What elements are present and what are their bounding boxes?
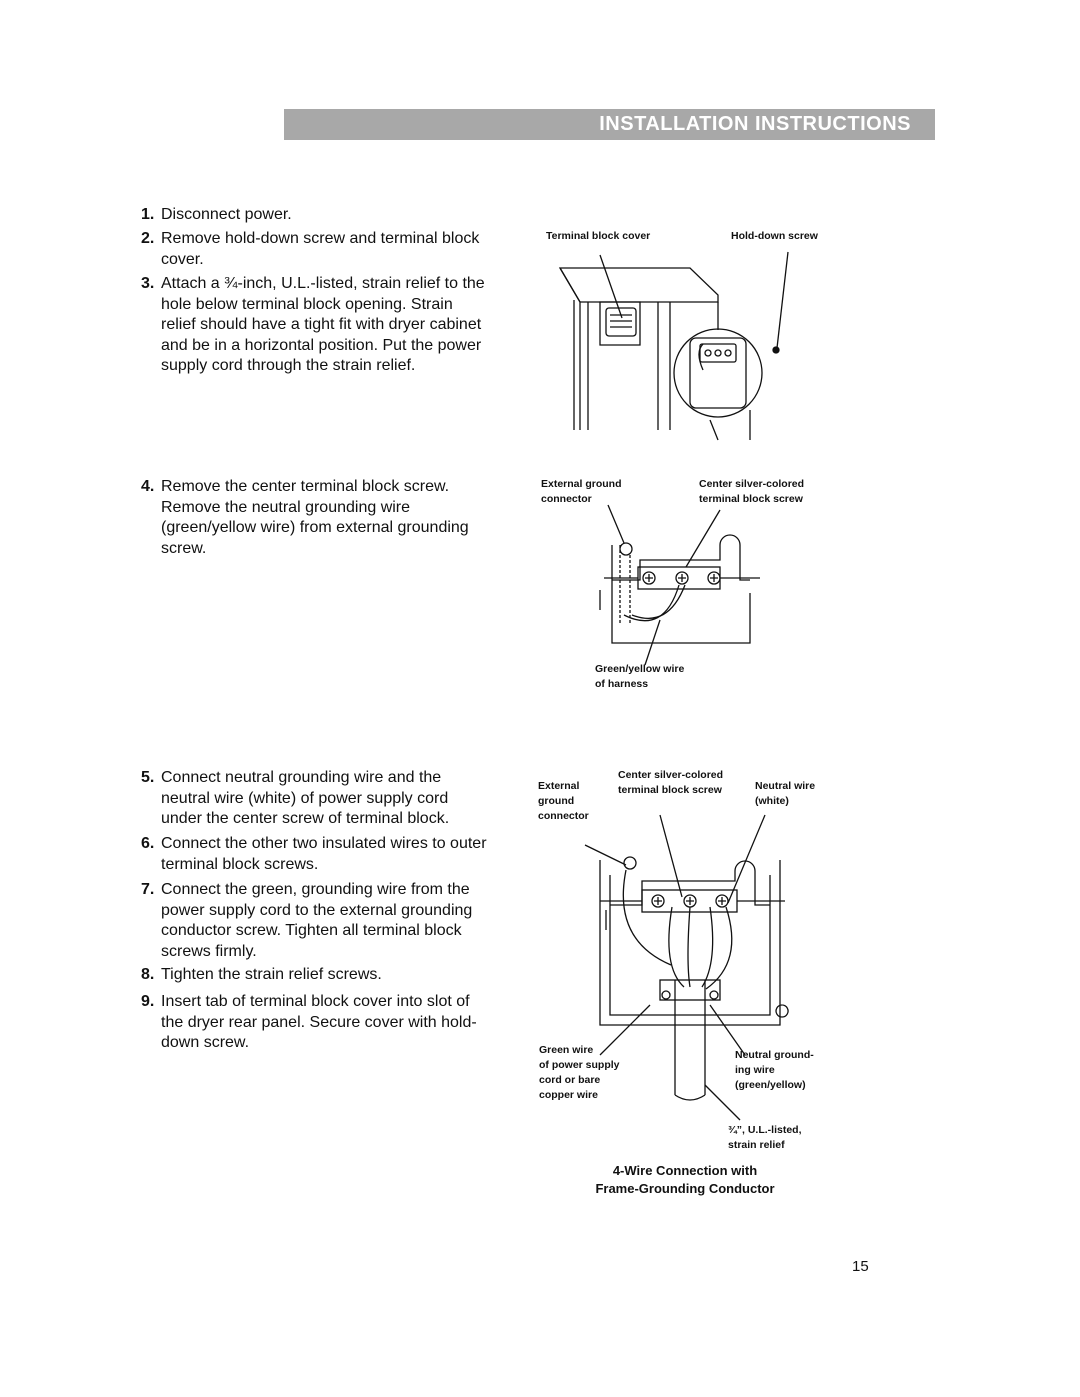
step-text: Connect the green, grounding wire from the power supply cord to the external grounding conductor screw. Tighten all terminal block screws firmly. xyxy=(161,881,473,960)
step-number: 5. xyxy=(141,769,155,786)
step-text: Connect neutral grounding wire and the neutral wire (white) of power supply cord under the center screw of terminal block. xyxy=(161,769,450,827)
terminal-block-illustration xyxy=(590,505,770,655)
step-text: Disconnect power. xyxy=(161,206,292,223)
step-9 xyxy=(141,992,489,1054)
step-3 xyxy=(141,274,489,377)
label-center-screw: Center silver-colored terminal block screw xyxy=(699,478,805,505)
step-number: 8. xyxy=(141,966,155,983)
step-number: 7. xyxy=(141,881,155,898)
step-1 xyxy=(141,205,489,226)
label-terminal-block-cover: Terminal block cover xyxy=(546,230,651,242)
label-external-ground-connector-2: External ground connector xyxy=(538,780,589,822)
step-text: Insert tab of terminal block cover into slot of the dryer rear panel. Secure cover with hold-down screw. xyxy=(161,993,477,1051)
step-8 xyxy=(141,965,489,986)
step-number: 1. xyxy=(141,206,155,223)
section-title: INSTALLATION INSTRUCTIONS xyxy=(599,113,911,135)
step-number: 9. xyxy=(141,993,155,1010)
step-7 xyxy=(141,880,489,962)
page-number: 15 xyxy=(852,1258,869,1275)
label-center-screw-2: Center silver-colored terminal block screw xyxy=(618,769,724,796)
step-4 xyxy=(141,477,489,559)
step-6 xyxy=(141,834,489,875)
step-text: Remove hold-down screw and terminal block cover. xyxy=(161,230,480,268)
step-text: Attach a ¾-inch, U.L.-listed, strain relief to the hole below terminal block opening. Strain relief should have a tight fit with dryer cabinet and be in a horizontal position. Put the power supply cord through the strain relief. xyxy=(161,275,485,374)
figure-caption-line-2: Frame-Grounding Conductor xyxy=(595,1181,775,1196)
step-number: 3. xyxy=(141,275,155,292)
label-green-wire: Green wire of power supply cord or bare copper wire xyxy=(539,1044,620,1101)
figure-caption-line-1: 4-Wire Connection with xyxy=(612,1163,758,1178)
label-hold-down-screw: Hold-down screw xyxy=(731,230,818,242)
step-text: Connect the other two insulated wires to outer terminal block screws. xyxy=(161,835,487,873)
step-number: 2. xyxy=(141,230,155,247)
section-header xyxy=(284,109,935,140)
step-2 xyxy=(141,229,489,270)
step-text: Remove the center terminal block screw. Remove the neutral grounding wire (green/yellow wire) from external grounding screw. xyxy=(161,478,469,557)
label-neutral-wire: Neutral wire (white) xyxy=(755,780,816,807)
step-number: 4. xyxy=(141,478,155,495)
step-5 xyxy=(141,768,489,830)
label-external-ground-connector: External ground connector xyxy=(541,478,622,505)
label-neutral-grounding-wire: Neutral ground- ing wire (green/yellow) xyxy=(735,1049,814,1091)
step-number: 6. xyxy=(141,835,155,852)
label-strain-relief: ¾”, U.L.-listed, strain relief xyxy=(728,1124,802,1151)
step-text: Tighten the strain relief screws. xyxy=(161,966,382,983)
dryer-terminal-cover-illustration xyxy=(540,240,840,440)
label-green-yellow-wire: Green/yellow wire of harness xyxy=(595,663,685,690)
